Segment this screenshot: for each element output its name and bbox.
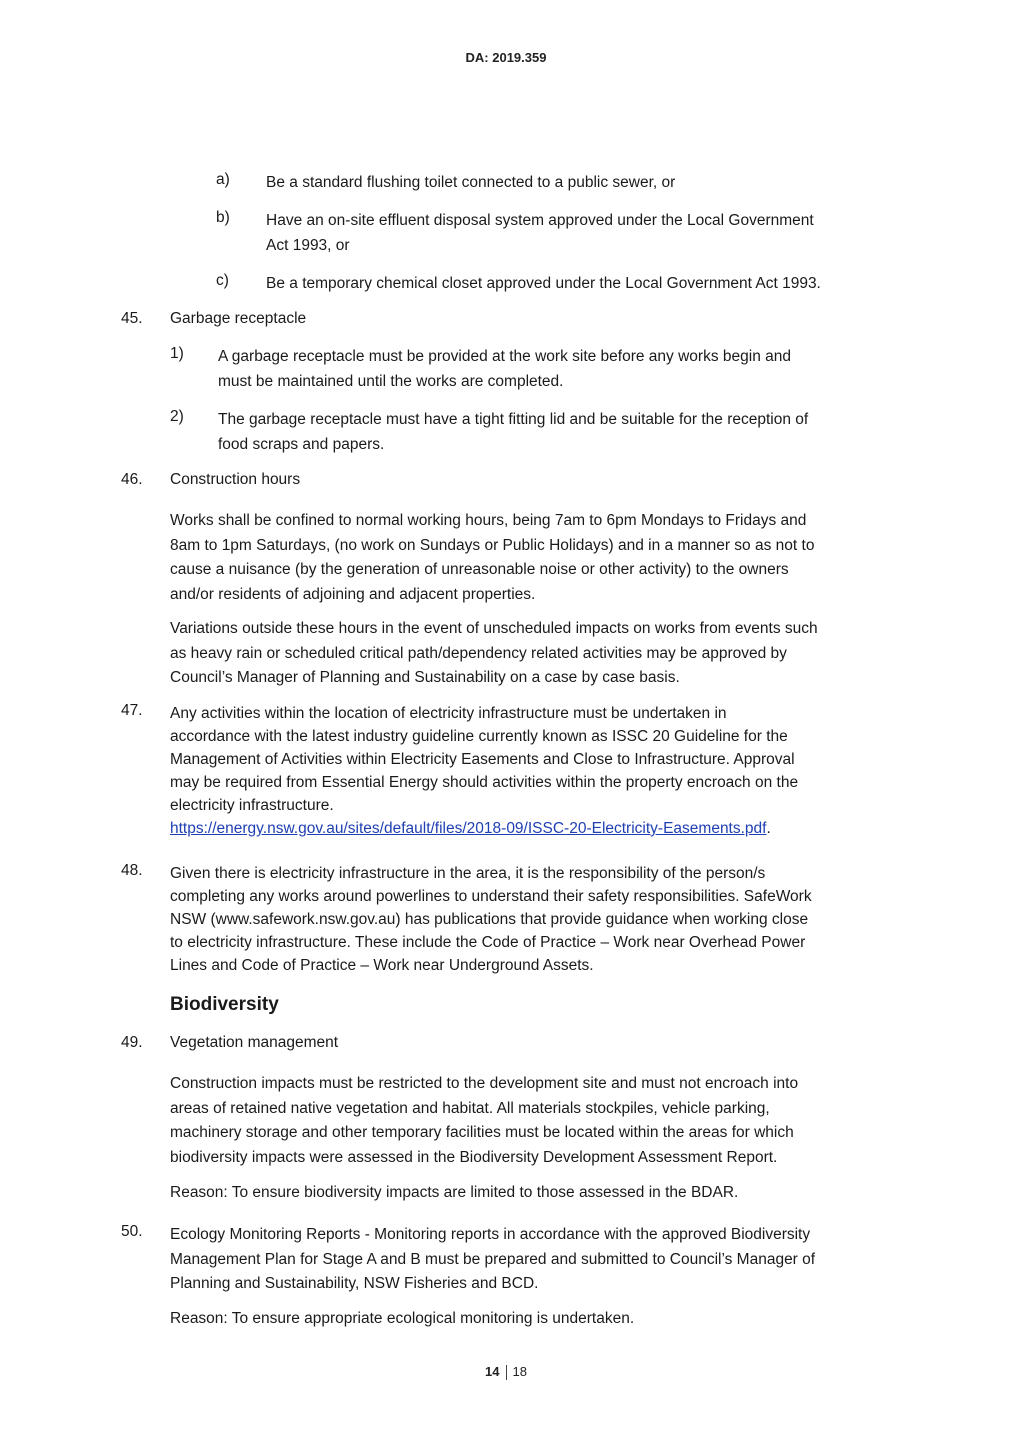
item-label: b) [216, 209, 230, 226]
condition-title: Vegetation management [170, 1034, 339, 1051]
condition-number: 46. [121, 471, 143, 488]
reason-text: Reason: To ensure appropriate ecological monitoring is undertaken. [170, 1310, 635, 1327]
condition-number: 50. [121, 1223, 143, 1240]
item-text: Have an on-site effluent disposal system approved under the Local Government Act 1993, or [266, 212, 814, 254]
paragraph: Construction impacts must be restricted to the development site and must not encroach into areas of retained native vegetation and habitat. All materials stockpiles, vehicle parking, machinery storage and other temporary facilities must be located within the areas for which biodiversity impacts were assessed in the Biodiversity Development Assessment Report. [170, 1075, 799, 1166]
condition-number: 49. [121, 1034, 143, 1051]
footer-divider [506, 1365, 507, 1380]
link-suffix: . [766, 820, 771, 837]
paragraph: Given there is electricity infrastructure in the area, it is the responsibility of the person/s completing any works around powerlines to understand their safety responsibilities. SafeWork NSW (www.safework.nsw.gov.au) has publications that provide guidance when working close to electricity infrastructure. These include the Code of Practice – Work near Overhead Power Lines and Code of Practice – Work near Underground Assets. [170, 865, 812, 974]
condition-number: 45. [121, 310, 143, 327]
condition-title: Garbage receptacle [170, 310, 307, 327]
item-label: 1) [170, 345, 184, 362]
da-number-header: DA: 2019.359 [465, 50, 547, 65]
page-number: 14 [485, 1364, 500, 1379]
paragraph: Works shall be confined to normal working hours, being 7am to 6pm Mondays to Fridays and 8am to 1pm Saturdays, (no work on Sundays or Public Holidays) and in a manner so as not to cause a nuisance (by the generation of unreasonable noise or other activity) to the owners and/or residents of adjoining and adjacent properties. [170, 512, 815, 603]
condition-number: 48. [121, 862, 143, 879]
paragraph: Ecology Monitoring Reports - Monitoring reports in accordance with the approved Biodiversity Management Plan for Stage A and B must be prepared and submitted to Council’s Manager of Planning and Sustainability, NSW Fisheries and BCD. [170, 1226, 816, 1292]
item-text: A garbage receptacle must be provided at the work site before any works begin and must be maintained until the works are completed. [218, 348, 791, 390]
condition-title: Construction hours [170, 471, 301, 488]
item-text: Be a temporary chemical closet approved under the Local Government Act 1993. [266, 275, 821, 292]
page-total: 18 [512, 1364, 527, 1379]
condition-number: 47. [121, 702, 143, 719]
item-label: a) [216, 171, 230, 188]
item-text: Be a standard flushing toilet connected to a public sewer, or [266, 174, 676, 191]
item-text: The garbage receptacle must have a tight fitting lid and be suitable for the reception of food scraps and papers. [218, 411, 809, 453]
section-heading-biodiversity: Biodiversity [170, 994, 279, 1015]
item-label: 2) [170, 408, 184, 425]
reason-text: Reason: To ensure biodiversity impacts are limited to those assessed in the BDAR. [170, 1184, 739, 1201]
page-footer [0, 1364, 1012, 1380]
paragraph: Variations outside these hours in the event of unscheduled impacts on works from events such as heavy rain or scheduled critical path/dependency related activities may be approved by Council’s Manager of Planning and Sustainability on a case by case basis. [170, 620, 818, 686]
paragraph: Any activities within the location of electricity infrastructure must be undertaken in accordance with the latest industry guideline currently known as ISSC 20 Guideline for the Management of Activities within Electricity Easements and Close to Infrastructure. Approval may be required from Essential Energy should activities within the property encroach on the electricity infrastructure. https://energy.nsw.gov.au/sites/default/files/2018-09/ISSC-20-Electricity-Easements.pdf. [170, 705, 799, 837]
item-label: c) [216, 272, 229, 289]
issc20-guideline-link[interactable]: https://energy.nsw.gov.au/sites/default/files/2018-09/ISSC-20-Electricity-Easements.pdf [170, 820, 767, 837]
